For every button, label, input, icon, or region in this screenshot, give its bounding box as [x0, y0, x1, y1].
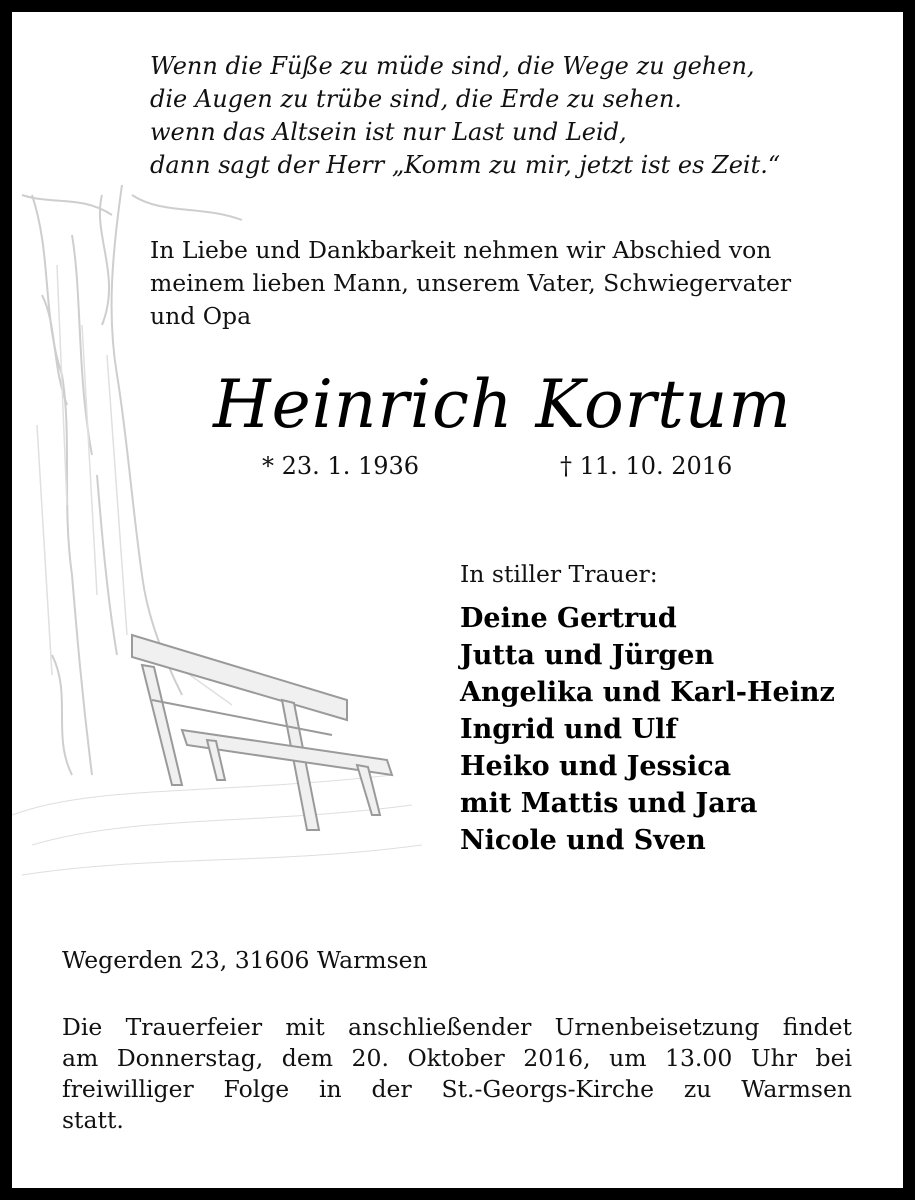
poem-line: wenn das Altsein ist nur Last und Leid,: [150, 118, 627, 146]
poem: [150, 50, 870, 182]
intro-line: meinem lieben Mann, unserem Vater, Schwiegervater: [150, 269, 792, 297]
poem-line: die Augen zu trübe sind, die Erde zu sehen.: [150, 85, 682, 113]
address: Wegerden 23, 31606 Warmsen: [62, 946, 428, 974]
mourning-label: In stiller Trauer:: [460, 560, 658, 588]
birth-date: * 23. 1. 1936: [262, 452, 420, 480]
service-notice: [62, 1012, 852, 1136]
poem-line: dann sagt der Herr „Komm zu mir, jetzt ist es Zeit.“: [150, 151, 781, 179]
service-line: statt.: [62, 1106, 124, 1134]
intro-line: In Liebe und Dankbarkeit nehmen wir Abschied von: [150, 236, 772, 264]
intro-text: [150, 234, 870, 333]
service-line: freiwilliger Folge in der St.-Georgs-Kirche zu Warmsen: [62, 1075, 852, 1103]
mourner-name: Heiko und Jessica: [460, 751, 732, 782]
mourner-name: Angelika und Karl-Heinz: [460, 677, 835, 708]
death-date: † 11. 10. 2016: [560, 452, 733, 480]
service-line: am Donnerstag, dem 20. Oktober 2016, um 13.00 Uhr bei: [62, 1044, 852, 1072]
intro-line: und Opa: [150, 302, 252, 330]
mourner-name: Nicole und Sven: [460, 825, 706, 856]
deceased-name: Heinrich Kortum: [213, 366, 792, 443]
service-line: Die Trauerfeier mit anschließender Urnenbeisetzung findet: [62, 1013, 852, 1041]
mourner-name: mit Mattis und Jara: [460, 788, 758, 819]
mourners-list: [460, 600, 880, 859]
mourner-name: Deine Gertrud: [460, 603, 677, 634]
mourner-name: Jutta und Jürgen: [460, 640, 715, 671]
poem-line: Wenn die Füße zu müde sind, die Wege zu gehen,: [150, 52, 755, 80]
mourner-name: Ingrid und Ulf: [460, 714, 677, 745]
